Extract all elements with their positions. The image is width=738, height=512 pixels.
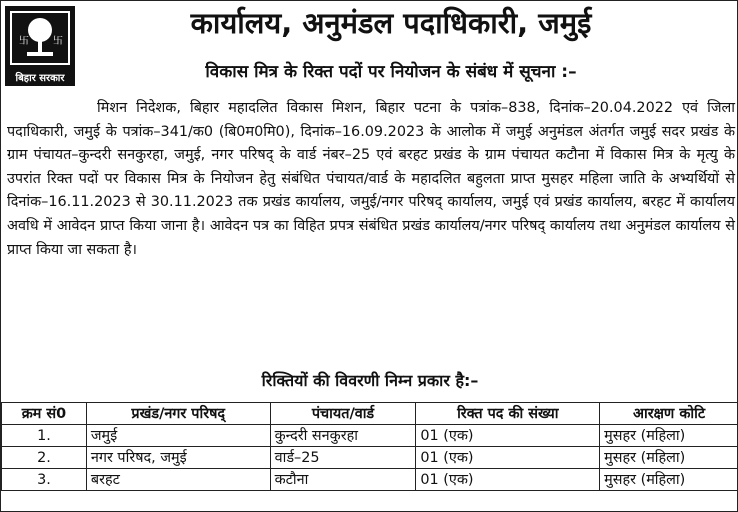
header-panchayat: पंचायत/वार्ड [270,403,416,425]
table-row [2,425,738,447]
cell-panchayat: वार्ड–25 [270,447,416,469]
vacancy-table [1,402,738,491]
cell-reservation: मुसहर (महिला) [600,447,738,469]
cell-block: बरहट [86,469,270,491]
header-block: प्रखंड/नगर परिषद् [86,403,270,425]
cell-reservation: मुसहर (महिला) [600,469,738,491]
svg-text:卐: 卐 [19,36,29,47]
logo-caption: बिहार सरकार [15,73,65,84]
cell-reservation: मुसहर (महिला) [600,425,738,447]
cell-serial: 1. [2,425,87,447]
cell-panchayat: कुन्दरी सनकुरहा [270,425,416,447]
cell-block: नगर परिषद, जमुई [86,447,270,469]
header-reservation: आरक्षण कोटि [600,403,738,425]
cell-vacancy-count: 01 (एक) [416,469,600,491]
cell-serial: 2. [2,447,87,469]
table-row [2,469,738,491]
cell-panchayat: कटौना [270,469,416,491]
cell-serial: 3. [2,469,87,491]
header-serial: क्रम सं0 [2,403,87,425]
table-header-row [2,403,738,425]
table-heading: रिक्तियों की विवरणी निम्न प्रकार है:– [261,371,479,390]
notice-body [7,97,735,262]
notice-subtitle: विकास मित्र के रिक्त पदों पर नियोजन के संबंध में सूचना :– [205,62,577,82]
header-vacancy-count: रिक्त पद की संख्या [416,403,600,425]
body-paragraph: मिशन निदेशक, बिहार महादलित विकास मिशन, बिहार पटना के पत्रांक–838, दिनांक–20.04.2022 एवं जिला पदाधिकारी, जमुई के पत्रांक–341/क0 (बि0म0मि0), दिनांक–16.09.2023 के आलोक में जमुई अनुमंडल अंतर्गत जमुई सदर प्रखंड के ग्राम पंचायत–कुन्दरी सनकुरहा, जमुई, नगर परिषद् के वार्ड नंबर–25 एवं बरहट प्रखंड के ग्राम पंचायत कटौना में विकास मित्र के मृत्यु के उपरांत रिक्त पदों पर विकास मित्र के नियोजन हेतु संबंधित पंचायत/वार्ड के महादलित बहुलता प्राप्त मुसहर महिला जाति के अभ्यर्थियों से दिनांक–16.11.2023 से 30.11.2023 तक प्रखंड कार्यालय, जमुई/नगर परिषद् कार्यालय, जमुई एवं प्रखंड कार्यालय, बरहट में कार्यालय अवधि में आवेदन प्राप्त किया जाना है। आवेदन पत्र का विहित प्रपत्र संबंधित प्रखंड कार्यालय/नगर परिषद् कार्यालय तथा अनुमंडल कार्यालय से प्राप्त किया जा सकता है। [7,100,735,258]
cell-vacancy-count: 01 (एक) [416,447,600,469]
cell-vacancy-count: 01 (एक) [416,425,600,447]
svg-text:卐: 卐 [53,36,63,47]
office-title: कार्यालय, अनुमंडल पदाधिकारी, जमुई [190,6,592,40]
cell-block: जमुई [86,425,270,447]
table-row [2,447,738,469]
